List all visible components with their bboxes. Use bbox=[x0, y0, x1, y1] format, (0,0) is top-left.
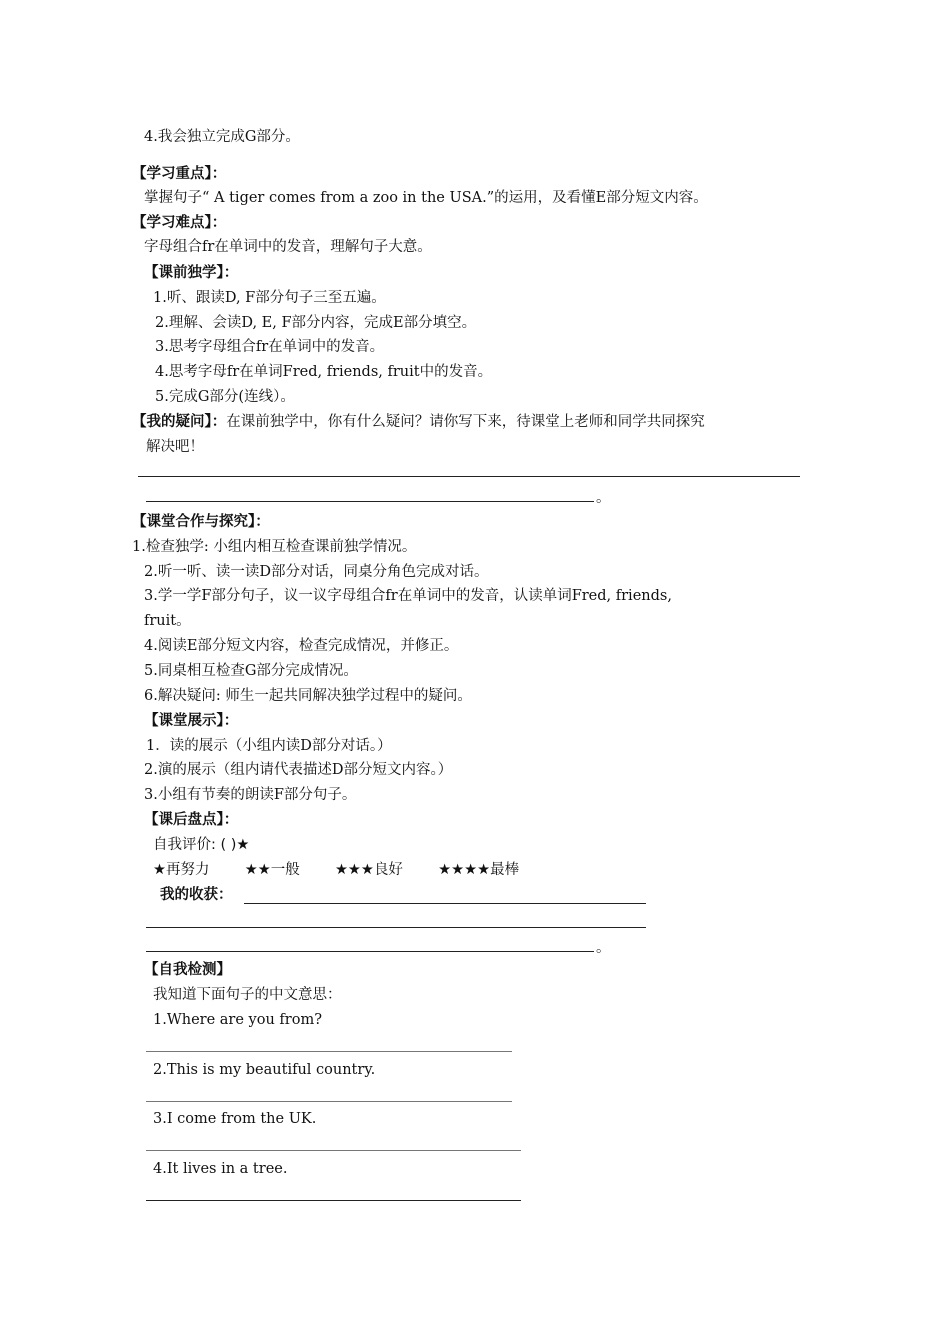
answer-line[interactable] bbox=[146, 1150, 521, 1151]
review-heading: 【课后盘点】： bbox=[144, 812, 239, 828]
answer-line[interactable] bbox=[138, 476, 800, 477]
classwork-item: fruit。 bbox=[144, 613, 191, 629]
questions-text: 在课前独学中，你有什么疑问？请你写下来，待课堂上老师和同学共同探究 bbox=[226, 414, 705, 430]
questions-heading: 【我的疑问】： bbox=[132, 414, 227, 430]
key-point-heading: 【学习重点】： bbox=[132, 166, 227, 182]
test-question: 2.This is my beautiful country. bbox=[153, 1062, 376, 1078]
answer-line[interactable] bbox=[146, 1200, 521, 1201]
preview-item: 3.思考字母组合fr在单词中的发音。 bbox=[155, 339, 385, 355]
difficulty-text: 字母组合fr在单词中的发音，理解句子大意。 bbox=[144, 239, 432, 255]
self-evaluation: 自我评价: ( )★ bbox=[153, 837, 250, 853]
classwork-item: 3.学一学F部分句子，议一议字母组合fr在单词中的发音，认读单词Fred, friends, bbox=[144, 588, 672, 604]
display-heading: 【课堂展示】： bbox=[144, 713, 239, 729]
harvest-line[interactable] bbox=[244, 903, 646, 904]
star-icon: ★ bbox=[153, 862, 166, 878]
difficulty-heading: 【学习难点】： bbox=[132, 215, 227, 231]
display-item: 2.演的展示（组内请代表描述D部分短文内容。） bbox=[144, 762, 453, 778]
classwork-item: 2.听一听、读一读D部分对话，同桌分角色完成对话。 bbox=[144, 564, 489, 580]
preview-heading: 【课前独学】： bbox=[144, 265, 239, 281]
self-test-intro: 我知道下面句子的中文意思： bbox=[153, 987, 342, 1003]
rating-legend bbox=[153, 861, 519, 879]
display-item: 3.小组有节奏的朗读F部分句子。 bbox=[144, 787, 357, 803]
goal-item-4: 4.我会独立完成G部分。 bbox=[144, 129, 300, 145]
classwork-item: 5.同桌相互检查G部分完成情况。 bbox=[144, 663, 358, 679]
rating-label: 一般 bbox=[270, 862, 300, 878]
harvest-line[interactable] bbox=[146, 927, 646, 928]
preview-item: 2.理解、会读D, E, F部分内容，完成E部分填空。 bbox=[155, 315, 477, 331]
rating-label: 良好 bbox=[373, 862, 403, 878]
harvest-line[interactable] bbox=[146, 951, 594, 952]
key-point-text: 掌握句子“ A tiger comes from a zoo in the USA.”的运用，及看懂E部分短文内容。 bbox=[144, 190, 708, 206]
preview-item: 5.完成G部分(连线）。 bbox=[155, 389, 295, 405]
classwork-heading: 【课堂合作与探究】： bbox=[132, 514, 270, 530]
classwork-item: 1.检查独学: 小组内相互检查课前独学情况。 bbox=[132, 539, 417, 555]
end-mark: 。 bbox=[596, 490, 611, 506]
classwork-item: 6.解决疑问: 师生一起共同解决独学过程中的疑问。 bbox=[144, 688, 472, 704]
display-item: 1．读的展示（小组内读D部分对话。） bbox=[146, 738, 392, 754]
preview-item: 1.听、跟读D, F部分句子三至五遍。 bbox=[153, 290, 386, 306]
questions-text-cont: 解决吧！ bbox=[146, 439, 204, 455]
star-icon: ★★★★ bbox=[438, 862, 491, 878]
answer-line[interactable] bbox=[146, 1051, 512, 1052]
questions-block bbox=[132, 413, 705, 431]
rating-label: 最棒 bbox=[490, 862, 520, 878]
test-question: 4.It lives in a tree. bbox=[153, 1161, 288, 1177]
test-question: 1.Where are you from? bbox=[153, 1012, 322, 1028]
star-icon: ★★ bbox=[244, 862, 271, 878]
answer-line[interactable] bbox=[146, 1101, 512, 1102]
classwork-item: 4.阅读E部分短文内容，检查完成情况，并修正。 bbox=[144, 638, 459, 654]
rating-label: 再努力 bbox=[166, 862, 210, 878]
star-icon: ★★★ bbox=[334, 862, 374, 878]
preview-item: 4.思考字母fr在单词Fred, friends, fruit中的发音。 bbox=[155, 364, 493, 380]
end-mark: 。 bbox=[596, 940, 611, 956]
answer-line[interactable] bbox=[146, 501, 594, 502]
harvest-label: 我的收获： bbox=[160, 887, 233, 903]
test-question: 3.I come from the UK. bbox=[153, 1111, 317, 1127]
self-test-heading: 【自我检测】 bbox=[144, 962, 231, 978]
